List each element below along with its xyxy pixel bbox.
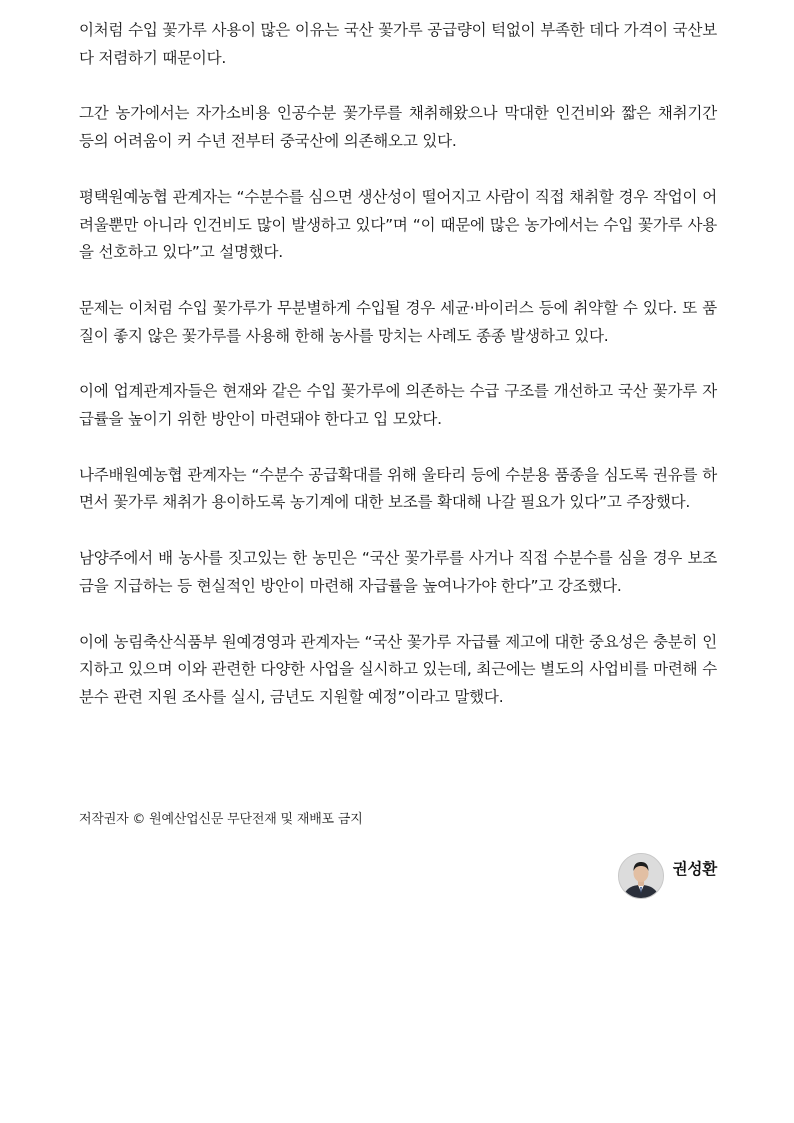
author-name[interactable]: 권성환 bbox=[672, 860, 717, 878]
person-icon bbox=[619, 854, 663, 898]
paragraph-3: 평택원예농협 관계자는 “수분수를 심으면 생산성이 떨어지고 사람이 직접 채취할 경우 작업이 어려울뿐만 아니라 인건비도 많이 발생하고 있다”며 “이 때문에 많은 농가에서는 수입 꽃가루 사용을 선호하고 있다”고 설명했다. bbox=[79, 187, 717, 262]
paragraph-2: 그간 농가에서는 자가소비용 인공수분 꽃가루를 채취해왔으나 막대한 인건비와 짧은 채취기간 등의 어려움이 커 수년 전부터 중국산에 의존해오고 있다. bbox=[79, 104, 717, 151]
paragraph-7: 남양주에서 배 농사를 짓고있는 한 농민은 “국산 꽃가루를 사거나 직접 수분수를 심을 경우 보조금을 지급하는 등 현실적인 방안이 마련해 자급률을 높여나가야 한다”고 강조했다. bbox=[79, 549, 717, 595]
author-avatar[interactable] bbox=[618, 853, 664, 899]
paragraph-1: 이처럼 수입 꽃가루 사용이 많은 이유는 국산 꽃가루 공급량이 턱없이 부족한 데다 가격이 국산보다 저렴하기 때문이다. bbox=[79, 21, 717, 67]
paragraph-6: 나주배원예농협 관계자는 “수분수 공급확대를 위해 울타리 등에 수분용 품종을 심도록 권유를 하면서 꽃가루 채취가 용이하도록 농기계에 대한 보조를 확대해 나갈 필요가 있다”고 주장했다. bbox=[79, 465, 717, 512]
paragraph-4: 문제는 이처럼 수입 꽃가루가 무분별하게 수입될 경우 세균·바이러스 등에 취약할 수 있다. 또 품질이 좋지 않은 꽃가루를 사용해 한해 농사를 망치는 사례도 종종 발생하고 있다. bbox=[79, 298, 717, 345]
paragraph-8: 이에 농림축산식품부 원예경영과 관계자는 “국산 꽃가루 자급률 제고에 대한 중요성은 충분히 인지하고 있으며 이와 관련한 다양한 사업을 실시하고 있는데, 최근에는 별도의 사업비를 마련해 수분수 관련 지원 조사를 실시, 금년도 지원할 예정”이라고 말했다. bbox=[79, 632, 717, 706]
copyright-notice: 저작권자 © 원예산업신문 무단전재 및 재배포 금지 bbox=[79, 812, 363, 827]
paragraph-5: 이에 업계관계자들은 현재와 같은 수입 꽃가루에 의존하는 수급 구조를 개선하고 국산 꽃가루 자급률을 높이기 위한 방안이 마련돼야 한다고 입 모았다. bbox=[79, 382, 717, 429]
article-body bbox=[79, 17, 717, 740]
author-byline[interactable] bbox=[618, 853, 717, 899]
